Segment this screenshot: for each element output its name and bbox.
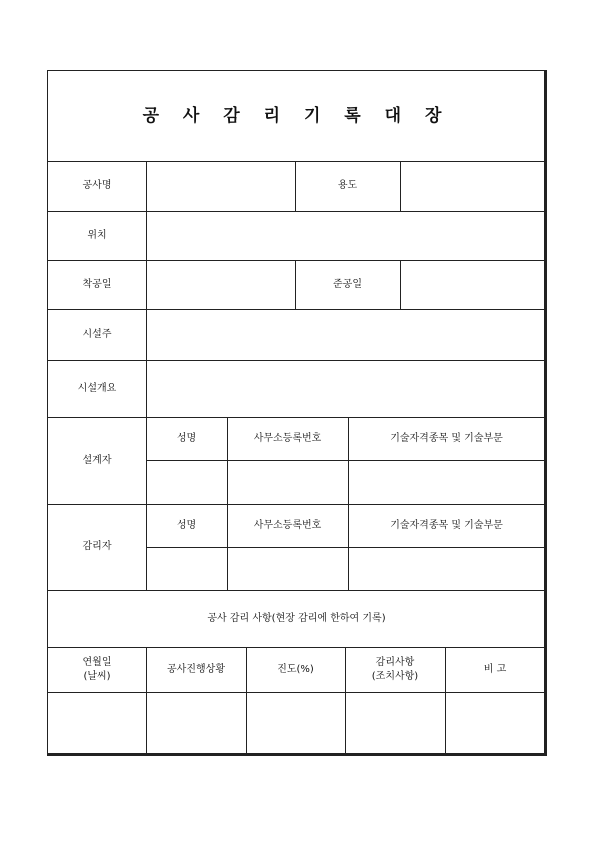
client-field[interactable] (147, 310, 544, 359)
date-header-line: 연월일 (82, 656, 112, 668)
log-remarks-field[interactable] (446, 693, 544, 753)
log-section-heading: 공사 감리 사항(현장 감리에 한하여 기록) (207, 612, 386, 624)
supervisor-office-reg-header: 사무소등록번호 (253, 519, 322, 531)
supervisor-name-field[interactable] (147, 548, 226, 589)
supervisor-office-reg-field[interactable] (228, 548, 347, 589)
corrective-actions-line: (조치사항) (371, 670, 419, 682)
progress-status-header: 공사진행상황 (167, 663, 225, 675)
completion-date-field[interactable] (401, 261, 544, 308)
start-date-field[interactable] (147, 261, 294, 308)
supervisor-qualification-field[interactable] (349, 548, 544, 589)
date-weather-header (48, 647, 146, 692)
supervisor-qualification-header: 기술자격종목 및 기술부문 (390, 519, 503, 531)
facility-overview-field[interactable] (147, 361, 544, 416)
log-supervision-items-field[interactable] (346, 693, 444, 753)
client-label: 시설주 (82, 328, 112, 340)
designer-qualification-header: 기술자격종목 및 기술부문 (390, 432, 503, 444)
completion-date-label: 준공일 (333, 278, 362, 290)
work-name-field[interactable] (147, 162, 294, 210)
facility-overview-label: 시설개요 (77, 382, 117, 394)
supervisor-label: 감리자 (82, 541, 112, 552)
location-label: 위치 (87, 229, 107, 241)
usage-label: 용도 (337, 180, 358, 191)
weather-header-line: (날씨) (83, 670, 111, 682)
remarks-header: 비 고 (483, 663, 507, 675)
log-date-field[interactable] (49, 693, 145, 753)
designer-qualification-field[interactable] (349, 461, 544, 503)
form-title: 공 사 감 리 기 록 대 장 (142, 106, 451, 126)
log-progress-status-field[interactable] (147, 693, 245, 753)
supervision-items-line: 감리사항 (375, 656, 415, 668)
work-name-label: 공사명 (82, 180, 112, 191)
log-progress-rate-field[interactable] (247, 693, 344, 753)
designer-office-reg-header: 사무소등록번호 (253, 432, 322, 444)
supervision-record-form (47, 70, 547, 756)
supervision-items-header (345, 647, 445, 692)
start-date-label: 착공일 (82, 278, 112, 290)
designer-name-field[interactable] (147, 461, 226, 503)
progress-rate-header: 진도(%) (277, 663, 314, 675)
supervisor-name-header: 성명 (176, 519, 197, 531)
usage-field[interactable] (401, 162, 544, 210)
designer-name-header: 성명 (176, 432, 197, 444)
designer-label: 설계자 (82, 454, 112, 466)
location-field[interactable] (147, 212, 544, 259)
designer-office-reg-field[interactable] (228, 461, 347, 503)
